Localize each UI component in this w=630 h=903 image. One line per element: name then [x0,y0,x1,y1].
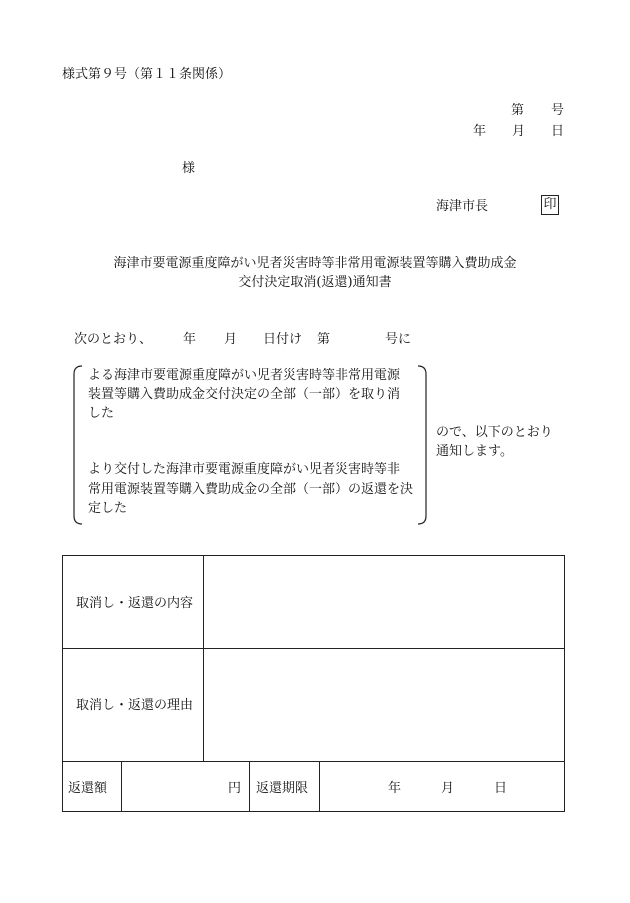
intro-number-suffix: 号に [385,332,412,347]
option-cancel-line1: よる海津市要電源重度障がい児者災害時等非常用電源 [88,368,401,383]
intro-dated: 日付け [263,332,303,347]
form-label: 様式第９号（第１１条関係） [62,67,232,82]
deadline-month: 月 [441,781,455,796]
intro-month: 月 [224,332,238,347]
date-month: 月 [512,124,526,139]
option-cancel-line3: した [88,406,115,421]
intro-text: 次のとおり、 [74,332,153,347]
table-col-divider [203,556,204,761]
deadline-day: 日 [494,781,508,796]
deadline-label: 返還期限 [256,781,309,796]
addressee-honorific: 様 [182,161,196,176]
option-refund-line2: 常用電源装置等購入費助成金の全部（一部）の返還を決 [88,482,414,497]
table-col-divider [319,761,320,811]
intro-number-prefix: 第 [317,332,331,347]
notice-table [62,555,565,812]
date-day: 日 [551,124,565,139]
table-col-divider [121,761,122,811]
option-refund-line1: より交付した海津市要電源重度障がい児者災害時等非 [88,462,401,477]
document-title-line1: 海津市要電源重度障がい児者災害時等非常用電源装置等購入費助成金 [113,256,517,271]
conclusion-line2: 通知します。 [436,444,513,459]
intro-year: 年 [183,332,197,347]
option-refund-line3: 定した [88,501,128,516]
doc-number-prefix: 第 [511,103,525,118]
left-brace [68,364,86,526]
right-brace [414,364,432,526]
yen-unit: 円 [228,781,242,796]
seal-box: 印 [541,195,559,215]
reason-label: 取消し・返還の理由 [76,698,194,713]
document-title-line2: 交付決定取消(返還)通知書 [238,275,392,290]
doc-number-suffix: 号 [551,103,565,118]
issuer-name: 海津市長 [436,199,489,214]
table-row-divider [63,648,564,649]
conclusion-line1: ので、以下のとおり [436,425,553,440]
refund-amount-label: 返還額 [68,781,108,796]
content-label: 取消し・返還の内容 [76,596,194,611]
table-col-divider [249,761,250,811]
date-year: 年 [473,124,487,139]
table-row-divider [63,761,564,762]
option-cancel-line2: 装置等購入費助成金交付決定の全部（一部）を取り消 [88,387,401,402]
deadline-year: 年 [388,781,402,796]
